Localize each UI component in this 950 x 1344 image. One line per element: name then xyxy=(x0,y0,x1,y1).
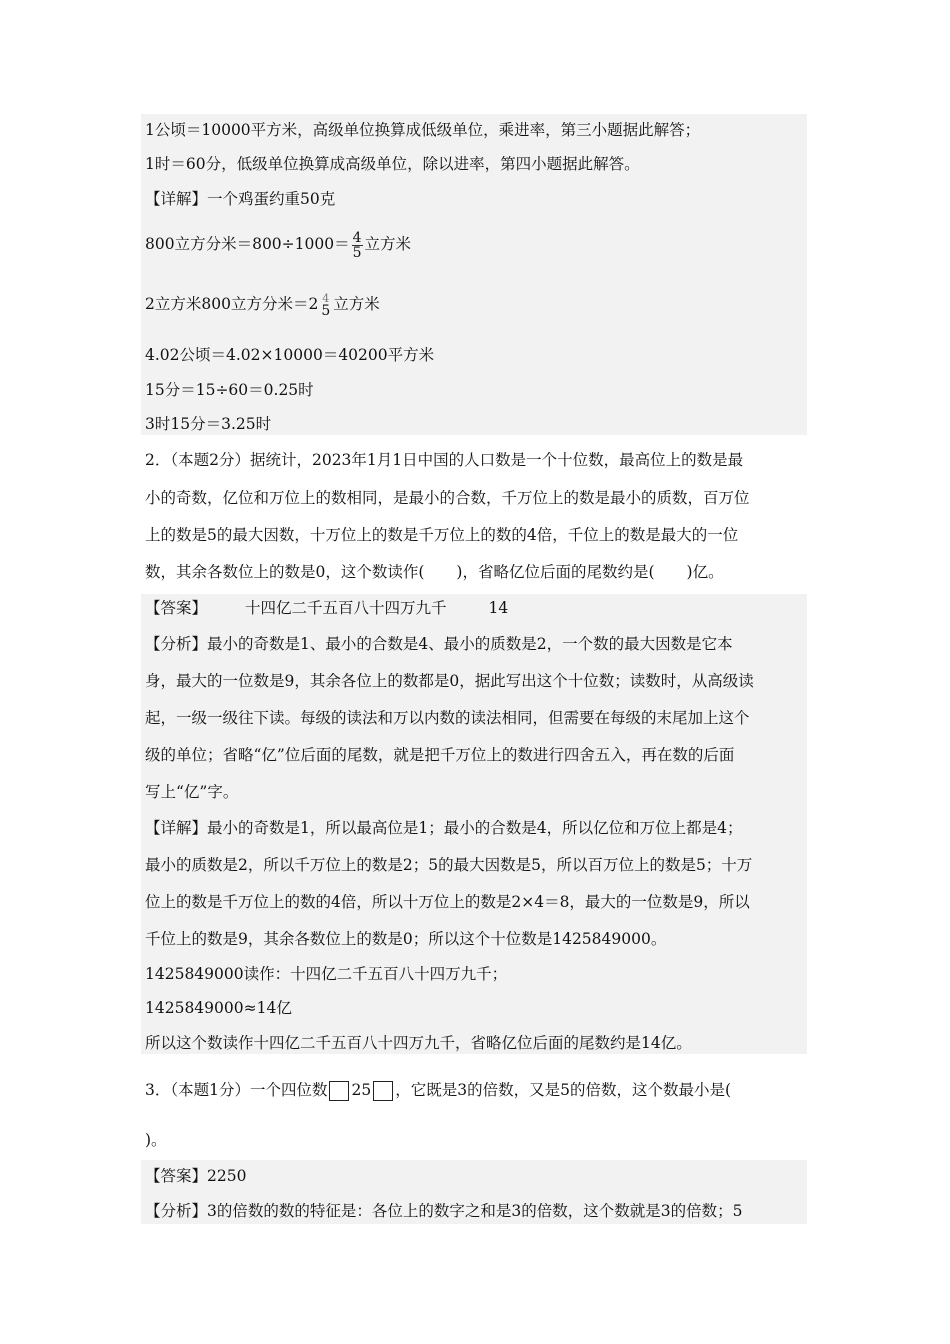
q2-stem-line-1: 2．（本题2分）据统计，2023年1月1日中国的人口数是一个十位数，最高位上的数是最 xyxy=(145,451,744,469)
digit-box[interactable] xyxy=(373,1081,393,1101)
q2-detail-line-7: 所以这个数读作十四亿二千五百八十四万九千，省略亿位后面的尾数约是14亿。 xyxy=(145,1034,692,1052)
q2-detail-line-5: 1425849000读作：十四亿二千五百八十四万九千； xyxy=(145,965,508,983)
fraction-numerator: 4 xyxy=(322,291,330,305)
q2-stem-text: )，省略亿位后面的尾数约是( xyxy=(456,563,655,581)
q1-line-2: 1时＝60分，低级单位换算成高级单位，除以进率，第四小题据此解答。 xyxy=(145,155,640,173)
q2-analysis-line-4: 级的单位；省略“亿”位后面的尾数，就是把千万位上的数进行四舍五入，再在数的后面 xyxy=(145,746,735,764)
q2-analysis-line-5: 写上“亿”字。 xyxy=(145,783,239,801)
digit-box[interactable] xyxy=(329,1081,349,1101)
q2-analysis-line-1: 【分析】最小的奇数是1、最小的合数是4、最小的质数是2，一个数的最大因数是它本 xyxy=(145,635,733,653)
q2-detail-line-3: 位上的数是千万位上的数的4倍，所以十万位上的数是2×4＝8，最大的一位数是9，所以 xyxy=(145,893,750,911)
q2-analysis-line-3: 起，一级一级往下读。每级的读法和万以内数的读法相同，但需要在每级的末尾加上这个 xyxy=(145,709,750,727)
q1-line-3: 【详解】一个鸡蛋约重50克 xyxy=(145,190,336,208)
q2-detail-line-1: 【详解】最小的奇数是1，所以最高位是1；最小的合数是4，所以亿位和万位上都是4； xyxy=(145,819,743,837)
q3-stem-text: 3．（本题1分）一个四位数 xyxy=(145,1081,328,1099)
q2-stem-line-3: 上的数是5的最大因数，十万位上的数是千万位上的数的4倍，千位上的数是最大的一位 xyxy=(145,526,739,544)
q3-stem-text: ，它既是3的倍数，又是5的倍数，这个数最小是( xyxy=(395,1081,731,1099)
q3-stem-line-1 xyxy=(145,1080,731,1101)
q2-stem-text: 数，其余各数位上的数是0，这个数读作( xyxy=(145,563,425,581)
q1-line-1: 1公顷＝10000平方米，高级单位换算成低级单位，乘进率，第三小题据此解答； xyxy=(145,121,701,139)
q1-line-4-unit: 立方米 xyxy=(364,235,412,253)
q1-line-5-text: 2立方米800立方分米＝2 xyxy=(145,295,319,313)
q3-stem-line-2: )。 xyxy=(145,1131,167,1149)
q1-line-4-text: 800立方分米＝800÷1000＝ xyxy=(145,235,350,253)
q3-analysis-line-1: 【分析】3的倍数的数的特征是：各位上的数字之和是3的倍数，这个数就是3的倍数；5 xyxy=(145,1202,743,1220)
q2-detail-line-6: 1425849000≈14亿 xyxy=(145,999,292,1017)
q2-stem-text: )亿。 xyxy=(686,563,724,581)
fraction xyxy=(352,231,363,260)
q1-line-5-unit: 立方米 xyxy=(333,295,380,313)
fraction xyxy=(320,293,331,318)
answer-value-1: 十四亿二千五百八十四万九千 xyxy=(245,599,447,617)
q1-line-4 xyxy=(145,222,411,266)
answer-label: 【答案】 xyxy=(145,599,208,617)
fraction-numerator: 4 xyxy=(352,229,362,246)
q2-analysis-line-2: 身，最大的一位数是9，其余各位上的数都是0，据此写出这个十位数；读数时，从高级读 xyxy=(145,672,754,690)
q1-line-6: 4.02公顷＝4.02×10000＝40200平方米 xyxy=(145,346,435,364)
q2-stem-line-4 xyxy=(145,562,724,582)
q2-detail-line-4: 千位上的数是9，其余各数位上的数是0；所以这个十位数是1425849000。 xyxy=(145,930,667,948)
q3-stem-digits: 25 xyxy=(351,1081,372,1099)
fraction-denominator: 5 xyxy=(352,244,362,261)
q2-detail-line-2: 最小的质数是2，所以千万位上的数是2；5的最大因数是5，所以百万位上的数是5；十万 xyxy=(145,856,753,874)
q2-answer xyxy=(145,598,508,618)
q1-line-8: 3时15分＝3.25时 xyxy=(145,415,272,433)
q3-answer: 【答案】2250 xyxy=(145,1167,247,1185)
answer-value-2: 14 xyxy=(488,599,509,617)
q1-line-5 xyxy=(145,282,380,326)
fraction-denominator: 5 xyxy=(321,302,331,319)
q1-line-7: 15分＝15÷60＝0.25时 xyxy=(145,381,314,399)
q2-stem-line-2: 小的奇数，亿位和万位上的数相同，是最小的合数，千万位上的数是最小的质数，百万位 xyxy=(145,489,750,507)
